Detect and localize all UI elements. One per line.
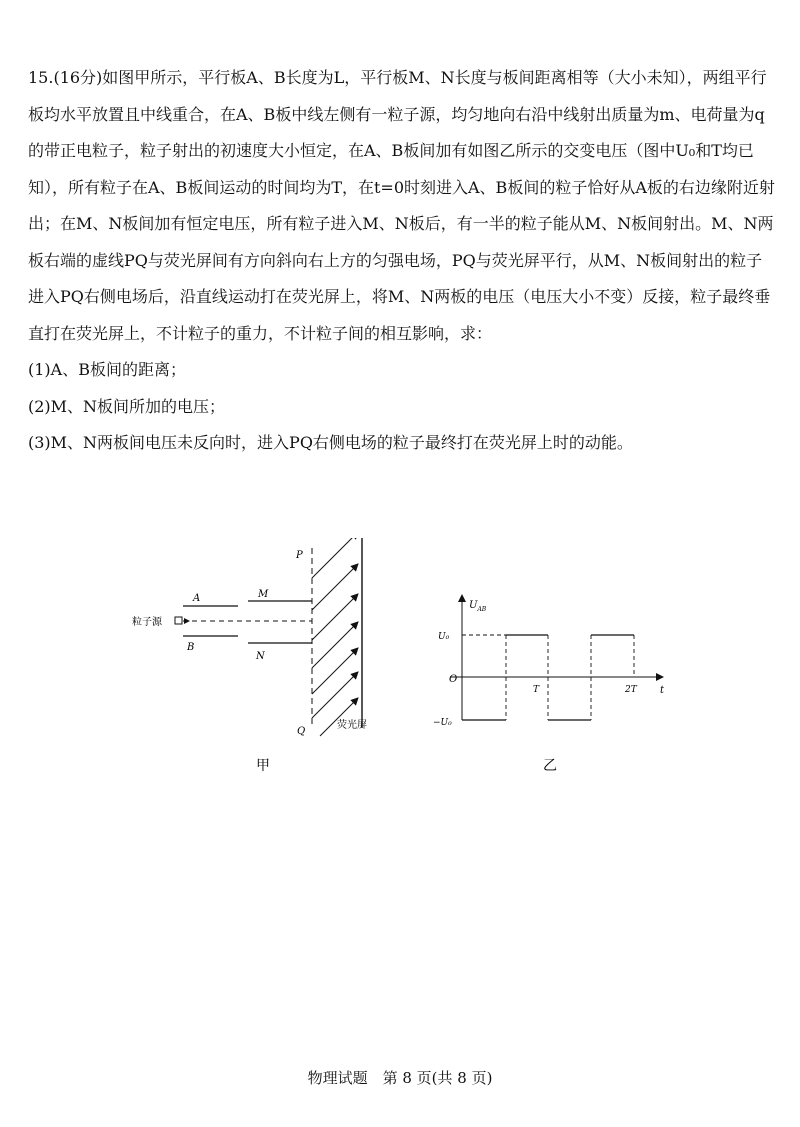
label-x-axis: t xyxy=(660,685,665,696)
label-neg-u0: −U₀ xyxy=(433,718,452,728)
label-origin: O xyxy=(449,674,458,685)
label-screen: 荧光屏 xyxy=(337,720,367,731)
source-arrow xyxy=(184,618,190,624)
label-q: Q xyxy=(297,726,306,737)
question-number: 15. xyxy=(28,68,54,87)
label-a: A xyxy=(193,593,201,604)
label-p: P xyxy=(296,550,303,561)
question-text: (16分)如图甲所示，平行板A、B长度为L，平行板M、N长度与板间距离相等（大小未知），两组平行板均水平放置且中线重合，在A、B板中线左侧有一粒子源，均匀地向右沿中线射出质量为m、电荷量为q的带正电粒子，粒子射出的初速度大小恒定，在A、B板间加有如图乙所示的交变电压（图中U₀和T均已知），所有粒子在A、B板间运动的时间均为T，在t=0时刻进入A、B板间的粒子恰好从A板的右边缘附近射出；在M、N板间加有恒定电压，所有粒子进入M、N板后，有一半的粒子能从M、N板间射出。M、N两板右端的虚线PQ与荧光屏间有方向斜向右上方的匀强电场，PQ与荧光屏平行，从M、N板间射出的粒子进入PQ右侧电场后，沿直线运动打在荧光屏上，将M、N两板的电压（电压大小不变）反接，粒子最终垂直打在荧光屏上，不计粒子的重力，不计粒子间的相互影响，求： xyxy=(28,68,775,343)
page-footer: 物理试题 第 8 页(共 8 页) xyxy=(307,1069,493,1087)
label-m: M xyxy=(258,589,269,600)
figure-yi xyxy=(433,595,665,774)
label-particle-source: 粒子源 xyxy=(132,617,162,628)
label-b: B xyxy=(187,642,195,653)
label-2t: 2T xyxy=(625,685,637,695)
figures xyxy=(120,538,680,778)
label-y-axis: $U_{AB}$ xyxy=(469,600,487,613)
label-u0: U₀ xyxy=(438,632,450,642)
subquestion-1: (1)A、B板间的距离； xyxy=(28,360,186,379)
figure-jia xyxy=(132,538,367,774)
subquestion-2: (2)M、N板间所加的电压； xyxy=(28,396,226,416)
subquestion-3: (3)M、N两板间电压未反向时，进入PQ右侧电场的粒子最终打在荧光屏上时的动能。 xyxy=(28,433,633,452)
label-t: T xyxy=(533,685,540,695)
question-stem xyxy=(28,60,776,352)
electric-field-lines xyxy=(312,538,358,736)
label-n: N xyxy=(256,651,265,662)
figures-svg xyxy=(120,538,680,778)
particle-source xyxy=(175,617,182,624)
question-15 xyxy=(28,60,776,462)
caption-yi: 乙 xyxy=(543,758,557,774)
caption-jia: 甲 xyxy=(256,758,270,774)
